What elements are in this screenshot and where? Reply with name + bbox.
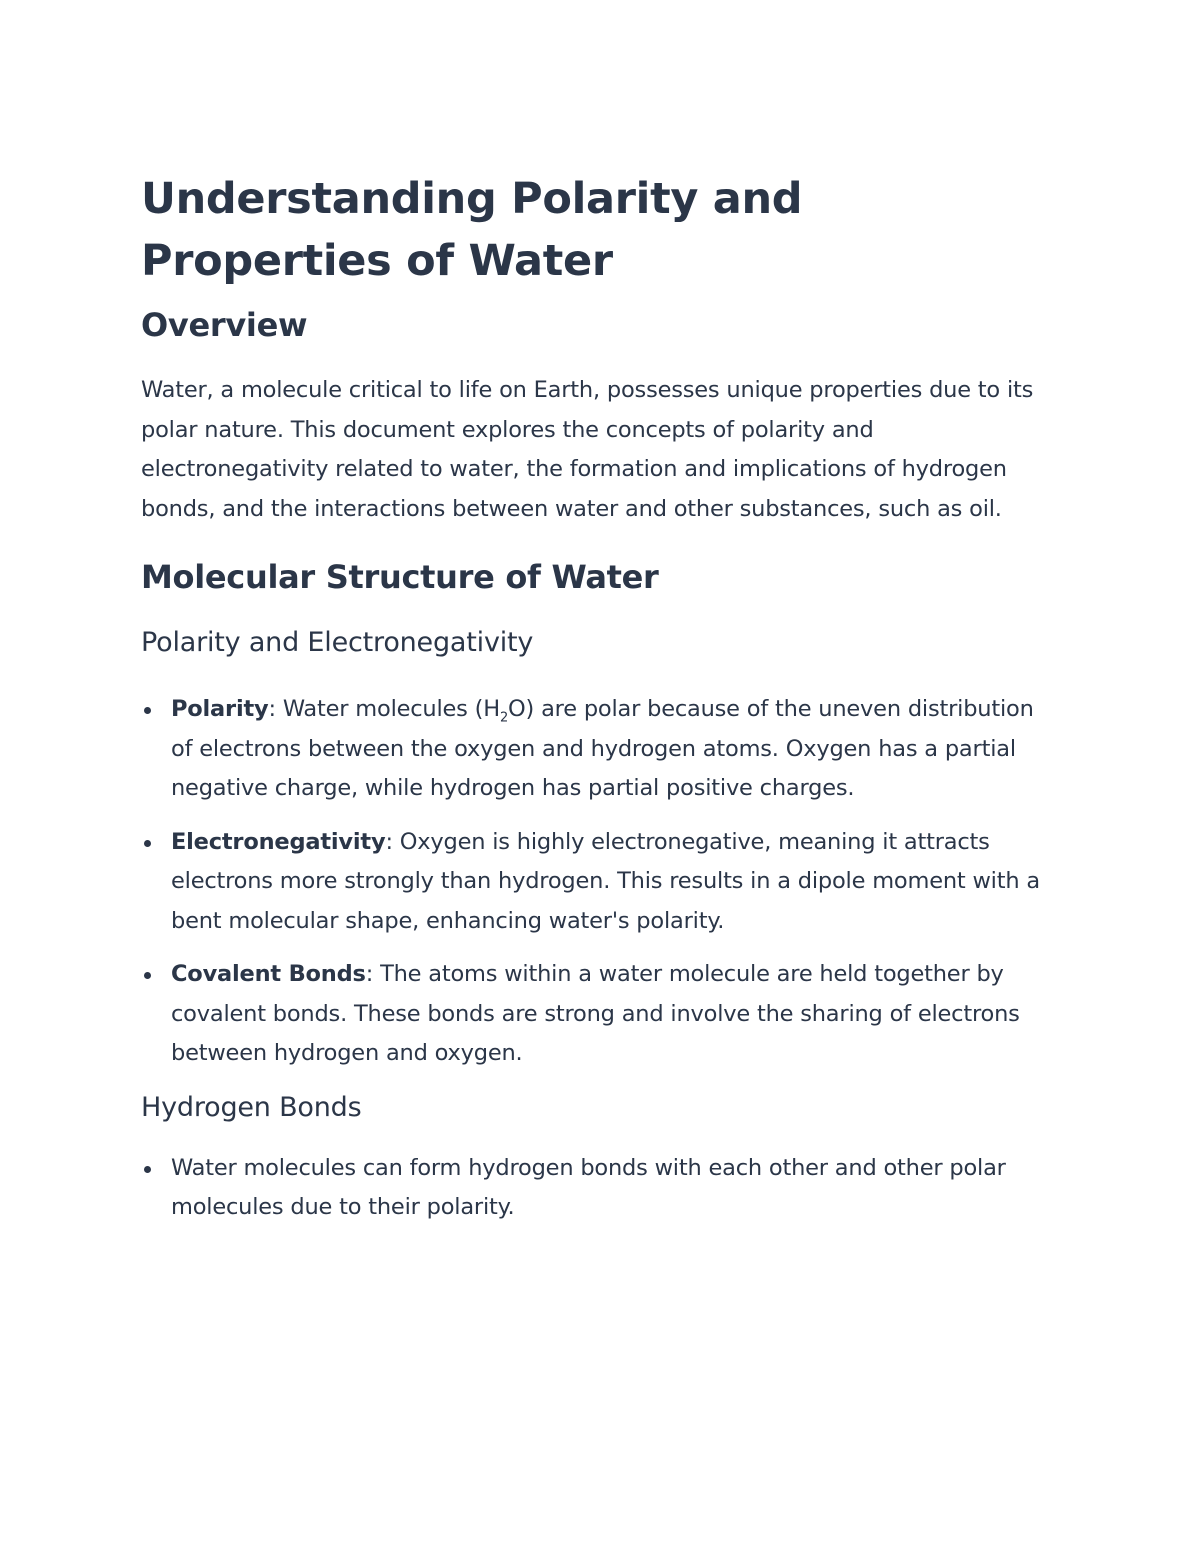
bullet-icon (144, 972, 151, 979)
list-item-covalent-bonds (141, 955, 1061, 1074)
overview-paragraph: Water, a molecule critical to life on Earth, possesses unique properties due to its polar nature. This document explores the concepts of polarity and electronegativity related to water, the formation and implications of hydrogen bonds, and the interactions between water and other substances, such as oil. (141, 377, 1034, 522)
bullet-icon (144, 1166, 151, 1173)
document-title: Understanding Polarity and Properties of Water (141, 174, 803, 286)
polarity-list (141, 690, 1061, 1074)
list-item-term: Covalent Bonds (171, 961, 366, 987)
list-item-text: Water molecules can form hydrogen bonds with each other and other polar molecules due to their polarity. (171, 1154, 1006, 1220)
polarity-electronegativity-heading: Polarity and Electronegativity (141, 627, 534, 658)
list-item-term: Electronegativity (171, 828, 386, 855)
list-item-hydrogen-bonds (141, 1149, 1061, 1228)
list-item-text: : Water molecules (H (268, 696, 500, 722)
list-item-text: : Oxygen is highly electronegative, meaning it attracts electrons more strongly than hydrogen. This results in a dipole moment with a bent molecular shape, enhancing water's polarity. (171, 828, 1040, 934)
molecular-structure-heading: Molecular Structure of Water (141, 558, 659, 596)
bullet-icon (144, 707, 151, 714)
list-item-term: Polarity (171, 696, 269, 722)
list-item-text: : The atoms within a water molecule are held together by covalent bonds. These bonds are strong and involve the sharing of electrons between hydrogen and oxygen. (171, 961, 1020, 1066)
document-page (141, 168, 1061, 1228)
hydrogen-bonds-list (141, 1149, 1061, 1228)
bullet-icon (144, 840, 151, 847)
overview-heading: Overview (141, 306, 308, 344)
hydrogen-bonds-heading: Hydrogen Bonds (141, 1091, 362, 1123)
list-item-electronegativity (141, 823, 1061, 942)
subscript-two: 2 (499, 710, 509, 726)
list-item-text-continued: O) are polar because of the uneven distribution of electrons between the oxygen and hydrogen atoms. Oxygen has a partial negative charge, while hydrogen has partial positive charges. (171, 696, 1034, 801)
list-item-polarity (141, 690, 1061, 809)
